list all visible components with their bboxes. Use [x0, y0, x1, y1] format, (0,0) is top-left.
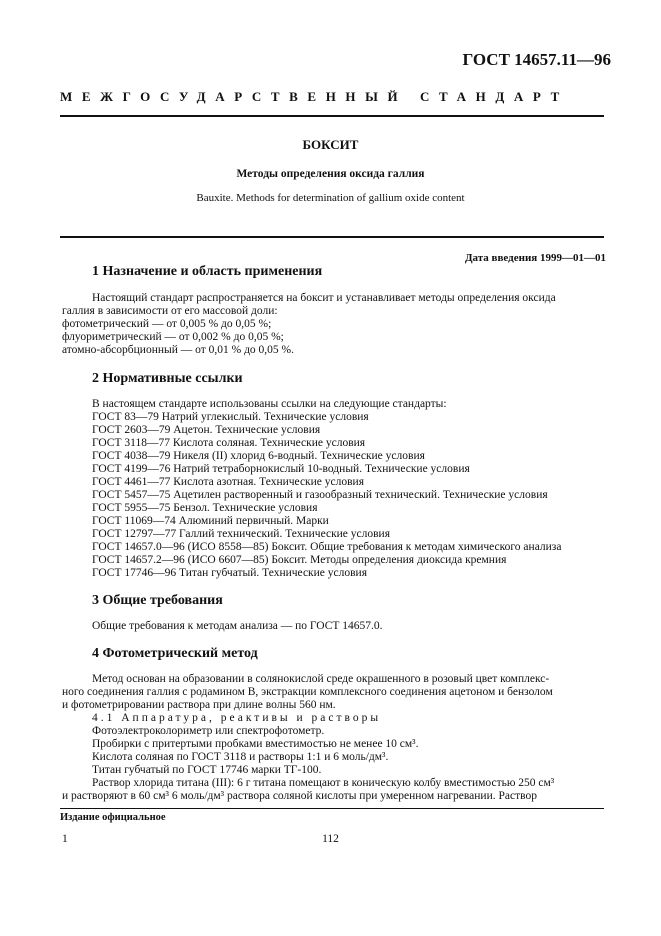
subsection-4-1-heading: 4.1 Аппаратура, реактивы и растворы [92, 712, 382, 724]
document-subtitle: Методы определения оксида галлия [236, 168, 425, 180]
section-3-text: Общие требования к методам анализа — по ГОСТ 14657.0. [92, 620, 383, 632]
title-rule [60, 236, 604, 238]
section-1-line: Настоящий стандарт распространяется на боксит и устанавливает методы определения оксида [92, 292, 556, 304]
section-1-line: галлия в зависимости от его массовой доли: [62, 305, 278, 317]
official-edition-label: Издание официальное [60, 812, 166, 823]
interstate-standard-label: МЕЖГОСУДАРСТВЕННЫЙ СТАНДАРТ [60, 89, 569, 104]
section-1-line: флуориметрический — от 0,002 % до 0,05 %; [62, 331, 284, 343]
apparatus-item: Титан губчатый по ГОСТ 17746 марки ТГ-100. [92, 764, 322, 776]
section-1-line: фотометрический — от 0,005 % до 0,05 %; [62, 318, 272, 330]
reference-item: ГОСТ 12797—77 Галлий технический. Технические условия [92, 528, 391, 540]
section-3-heading: 3 Общие требования [92, 593, 223, 608]
reference-item: ГОСТ 17746—96 Титан губчатый. Технические условия [92, 567, 367, 579]
section-1-heading: 1 Назначение и область применения [92, 264, 323, 279]
section-4-line: и фотометрировании раствора при длине волны 560 нм. [62, 699, 336, 711]
reference-item: ГОСТ 83—79 Натрий углекислый. Технические условия [92, 411, 369, 423]
section-2-heading: 2 Нормативные ссылки [92, 371, 243, 386]
reference-item: ГОСТ 14657.2—96 (ИСО 6607—85) Боксит. Методы определения диоксида кремния [92, 554, 507, 566]
section-4-line: Раствор хлорида титана (III): 6 г титана помещают в коническую колбу вместимостью 250 см³ [92, 777, 555, 789]
reference-item: ГОСТ 4461—77 Кислота азотная. Технические условия [92, 476, 364, 488]
sheet-number: 1 [62, 833, 68, 845]
apparatus-item: Кислота соляная по ГОСТ 3118 и растворы 1:1 и 6 моль/дм³. [92, 751, 389, 763]
reference-item: ГОСТ 5457—75 Ацетилен растворенный и газообразный технический. Технические условия [92, 489, 548, 501]
english-title: Bauxite. Methods for determination of gallium oxide content [196, 192, 465, 204]
reference-item: ГОСТ 5955—75 Бензол. Технические условия [92, 502, 318, 514]
section-2-intro: В настоящем стандарте использованы ссылки на следующие стандарты: [92, 398, 447, 410]
apparatus-item: Пробирки с притертыми пробками вместимостью не менее 10 см³. [92, 738, 419, 750]
reference-item: ГОСТ 2603—79 Ацетон. Технические условия [92, 424, 321, 436]
reference-item: ГОСТ 11069—74 Алюминий первичный. Марки [92, 515, 329, 527]
footer-rule [60, 808, 604, 809]
reference-item: ГОСТ 3118—77 Кислота соляная. Технические условия [92, 437, 366, 449]
section-4-line: Метод основан на образовании в солянокислой среде окрашенного в розовый цвет комплекс- [92, 673, 550, 685]
introduction-date: Дата введения 1999—01—01 [464, 252, 606, 264]
apparatus-item: Фотоэлектроколориметр или спектрофотометр. [92, 725, 325, 737]
page-number: 112 [322, 833, 339, 845]
section-4-heading: 4 Фотометрический метод [92, 646, 258, 661]
header-rule [60, 115, 604, 117]
section-1-line: атомно-абсорбционный — от 0,01 % до 0,05 %. [62, 344, 295, 356]
reference-item: ГОСТ 4038—79 Никеля (II) хлорид 6-водный. Технические условия [92, 450, 425, 462]
reference-item: ГОСТ 4199—76 Натрий тетраборнокислый 10-водный. Технические условия [92, 463, 470, 475]
document-title: БОКСИТ [302, 137, 359, 152]
document-code: ГОСТ 14657.11—96 [462, 50, 611, 69]
section-4-line: и растворяют в 60 см³ 6 моль/дм³ раствора соляной кислоты при умеренном нагревании. Раствор [62, 790, 537, 802]
section-4-line: ного соединения галлия с родамином В, экстракции комплексного соединения ацетоном и бензолом [62, 686, 553, 698]
reference-item: ГОСТ 14657.0—96 (ИСО 8558—85) Боксит. Общие требования к методам химического анализа [92, 541, 562, 553]
